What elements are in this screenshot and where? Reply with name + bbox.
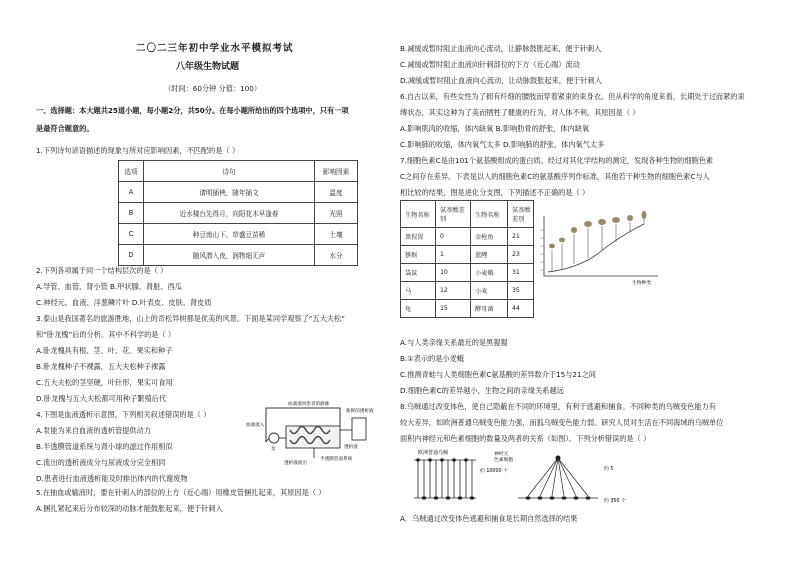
q7-table — [400, 200, 534, 318]
table-header: 诗句 — [144, 161, 315, 182]
q7-stem: 7.细胞色素C是由101个氨基酸组成的蛋白质。经过对其化学结构的测定，发现各种生物的细胞色素 — [400, 156, 714, 165]
table-cell: C — [119, 224, 144, 245]
table-row — [119, 203, 358, 224]
table-header: 氨基酸差别 — [436, 201, 471, 228]
q6-option: A.影响肌肉的收缩，体内缺氧 B.影响肋骨的舒张，体内缺氧 — [400, 124, 590, 133]
fig-label: 约 5 — [604, 467, 614, 472]
q4-stem: 4.下图是血液透析示意图，下列相关叙述错误的是（ ） — [36, 410, 211, 419]
diagram-label: 血液流回患者的静脉 — [288, 402, 330, 407]
q5-option: B.减缓或暂时阻止血液向心流动，让静脉鼓胀起来，便于针刺入 — [400, 44, 602, 53]
table-cell: 猕猴 — [401, 246, 436, 264]
table-cell: 水分 — [315, 245, 358, 266]
q1-table — [118, 160, 358, 266]
q2-stem: 2.下列各项属于同一个结构层次的是（ ） — [36, 266, 168, 275]
q6-stem-cont: 缚状态，其实这种为了美而牺牲了健康的行为，对人体不利，其原因是（ ） — [400, 108, 640, 117]
exam-title: 二〇二三年初中学业水平模拟考试 — [136, 43, 294, 54]
q7-stem-cont: C之间存在差异。下表是以人的细胞色素C的氨基酸序列作标准，其他若干种生物的细胞色素C与人 — [400, 172, 710, 181]
table-cell: 蓝鲤 — [471, 246, 508, 264]
exam-subtitle: 八年级生物试题 — [176, 62, 240, 72]
q3-option: C.五大夫松的茎坚硬，叶针形，果实可食用 — [36, 378, 173, 387]
table-row — [401, 246, 534, 264]
evolution-tree-diagram — [540, 210, 668, 286]
table-header: 生物名称 — [471, 201, 508, 228]
table-cell: 请明插秧，随年插文 — [144, 182, 315, 203]
table-cell: A — [119, 182, 144, 203]
section-heading-cont: 是最符合题意的。 — [36, 124, 94, 133]
table-row — [401, 228, 534, 246]
q5-option: A.捆扎紧起来后分布较深的动脉才能鼓胀起来，便于针刺入 — [36, 504, 223, 513]
q1-stem: 1.下列诗句谚语描述的现象与所对应影响因素，不匹配的是（ ） — [36, 146, 240, 155]
table-cell: D — [119, 245, 144, 266]
table-cell: 随风潜入夜，润物细无声 — [144, 245, 315, 266]
q7-option: C.推测青蛙与人类细胞色素C氨基酸的差异数介于15与21之间 — [400, 370, 596, 379]
diagram-label: 透析液流出 — [284, 461, 307, 466]
table-cell: 小麦 — [471, 282, 508, 300]
table-cell: 光照 — [315, 203, 358, 224]
table-cell: 44 — [508, 300, 534, 318]
diagram-label: 透析液 — [344, 445, 358, 450]
tree-axis-label: 生物种类 — [632, 281, 652, 286]
q7-option: A.与人类亲缘关系最近的是黑猩猩 — [400, 338, 508, 347]
q3-stem-cont: 和“卧龙槐”后的分析。其中不科学的是（ ） — [36, 330, 176, 339]
fig-label: 欧洲普通乌贼 — [418, 450, 449, 456]
fig-label: 约 350 个 — [604, 499, 626, 504]
fig-label: 约 10000 个 — [480, 469, 508, 474]
table-cell: 10 — [436, 264, 471, 282]
table-cell: 31 — [508, 264, 534, 282]
dialysis-diagram — [244, 396, 390, 468]
q4-option: A.泵能为来自血液的透析管提供动力 — [36, 426, 151, 435]
table-cell: 马 — [401, 282, 436, 300]
q5-option: D.减缓或暂时阻止血液向心流动，让动脉鼓胀起来，便于针刺入 — [400, 76, 602, 85]
q2-option: C.神经元、血液、洋葱鳞片叶 D.叶表皮、皮肤、肾皮质 — [36, 298, 212, 307]
table-header-row — [401, 201, 534, 228]
q4-option: C.流出的透析液成分与尿液成分完全相同 — [36, 458, 166, 467]
q7-option: B.①表示的是小麦蛾 — [400, 354, 464, 363]
table-cell: 1 — [436, 246, 471, 264]
table-row — [119, 245, 358, 266]
q8-stem-cont: 面积内神经元和色素细胞的数量及两者的关系（如图）。下列分析错误的是（ ） — [400, 434, 651, 443]
section-heading: 一、选择题：本大题共25道小题，每小题2分，共50分。在每小题所给出的四个选项中，只有一项 — [36, 106, 349, 115]
table-cell: 近水楼台先得月，向阳花木早逢春 — [144, 203, 315, 224]
diagram-label: 半透膜管道系统 — [320, 457, 353, 462]
table-cell: 小麦蛾 — [471, 264, 508, 282]
q3-option: D.卧龙槐与五大夫松都可用种子繁殖后代 — [36, 394, 167, 403]
table-cell: 黑猩猩 — [401, 228, 436, 246]
diagram-label: 新鲜的透析液 — [346, 409, 374, 414]
table-cell: 金枪鱼 — [471, 228, 508, 246]
table-cell: 0 — [436, 228, 471, 246]
q4-option: D.患者进行血液透析能及时排出体内的代谢废物 — [36, 474, 188, 483]
table-cell: 种豆南山下，草盛豆苗稀 — [144, 224, 315, 245]
q4-option: B.半透膜管道系统与肾小球的滤过作用相似 — [36, 442, 173, 451]
table-row — [119, 182, 358, 203]
q3-option: B.卧龙槐种子不裸露，五大夫松种子裸露 — [36, 362, 166, 371]
q5-option: C.减缓或暂时阻止血液向针刺部位的下方（近心端）流动 — [400, 60, 580, 69]
fig-label: 神经元 — [494, 452, 509, 457]
table-cell: 23 — [508, 246, 534, 264]
table-cell: 温度 — [315, 182, 358, 203]
table-row — [401, 282, 534, 300]
cuttlefish-neuron-diagram — [408, 446, 708, 508]
table-cell: 酵母菌 — [471, 300, 508, 318]
table-cell: 12 — [436, 282, 471, 300]
fig-label: 色素细胞 — [494, 458, 514, 463]
exam-meta: （时间：60分钟 分值：100） — [164, 84, 262, 93]
table-cell: 龟 — [401, 300, 436, 318]
q8-option: A．乌贼通过改变体色逃避和捕食是长期自然选择的结果 — [400, 514, 578, 523]
table-header: 选项 — [119, 161, 144, 182]
diagram-label: 泵 — [271, 447, 276, 452]
table-cell: 袋鼠 — [401, 264, 436, 282]
q6-option: C.影响肺的收缩，体内氧气太多 D.影响肺的舒张，体内氧气太多 — [400, 140, 605, 149]
table-cell: 土壤 — [315, 224, 358, 245]
q5-stem: 5.在抽血或输液时，要在针刺入的部位的上方（近心端）用橡皮管捆扎起来，其原因是（ ） — [36, 488, 326, 497]
table-cell: B — [119, 203, 144, 224]
table-header: 氨基酸差别 — [508, 201, 534, 228]
diagram-label: 血液流入 — [246, 423, 265, 428]
q8-stem-cont: 较大差异，如欧洲普通乌贼变色能力强，而狐乌贼变色能力弱。研究人员对生活在不同海域的乌贼单位 — [400, 418, 724, 427]
table-header-row — [119, 161, 358, 182]
table-header: 影响因素 — [315, 161, 358, 182]
q7-option: D.细胞色素C的差异越小，生物之间的亲缘关系越远 — [400, 386, 564, 395]
table-row — [119, 224, 358, 245]
q2-option: A.导管、血管、肾小管 B.甲状腺、肾脏、西瓜 — [36, 282, 182, 291]
table-row — [401, 264, 534, 282]
table-header: 生物名称 — [401, 201, 436, 228]
q8-stem: 8.乌贼通过改变体色，使自己隐蔽在不同的环境里，有利于逃避和捕食。不同种类的乌贼变色能力有 — [400, 402, 716, 411]
q3-stem: 3.泰山是我国著名的旅游胜地，山上的奇松异树都是优美的风景。下面是某同学观察了“五大夫松” — [36, 314, 345, 323]
q6-stem: 6.自古以来，有些女性为了拥有纤细的腰肢而穿着紧束的束身衣。但从科学的角度来看，长期处于过而紧的束 — [400, 92, 745, 101]
q7-stem-cont: 相比较的结果，图是进化分支图，下列描述不正确的是（ ） — [400, 188, 590, 197]
q3-option: A.卧龙槐具有根、茎、叶、花、果实和种子 — [36, 346, 173, 355]
table-cell: 21 — [508, 228, 534, 246]
table-cell: 15 — [436, 300, 471, 318]
table-cell: 35 — [508, 282, 534, 300]
table-row — [401, 300, 534, 318]
